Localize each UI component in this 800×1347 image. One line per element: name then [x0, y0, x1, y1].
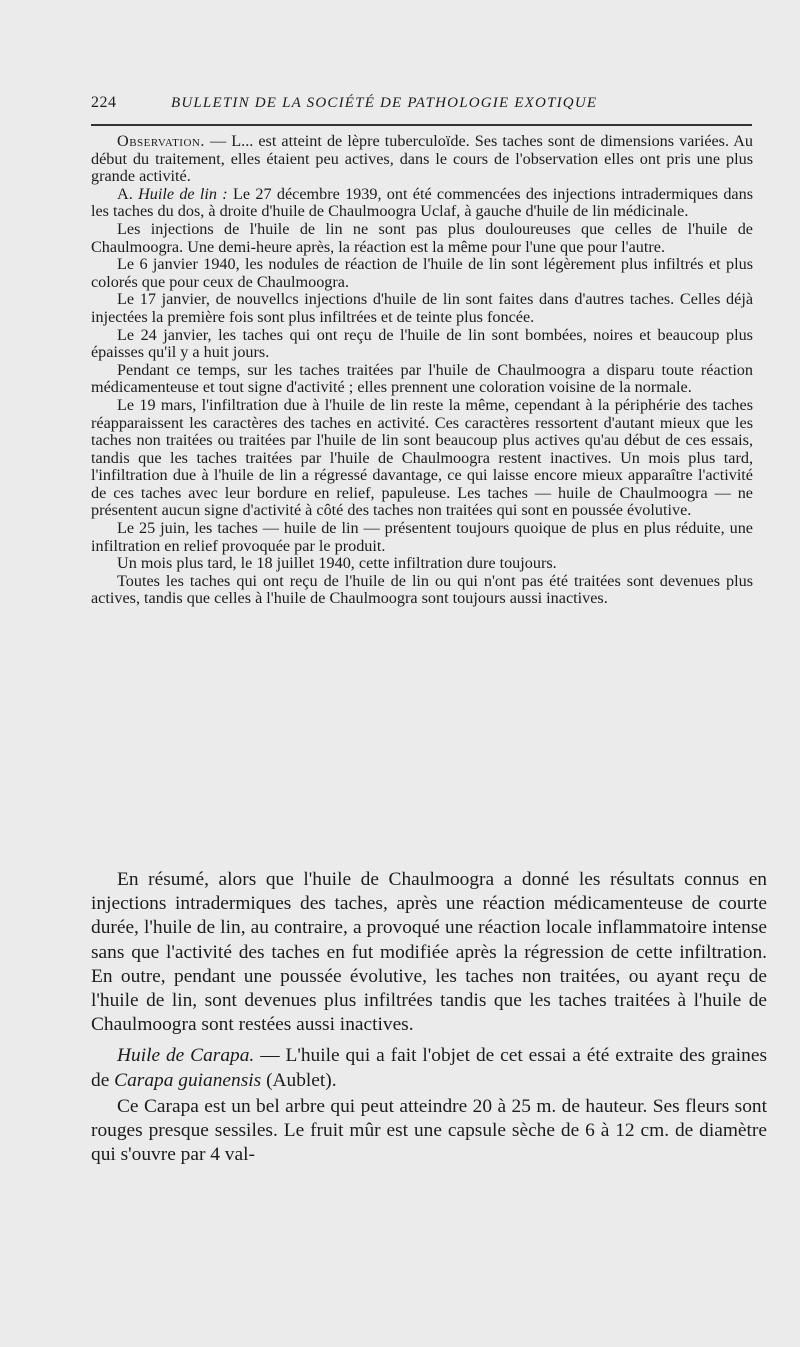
observation-paragraph: Le 6 janvier 1940, les nodules de réaction de l'huile de lin sont légèrement plus infiltrés et plus colorés que pour ceux de Chaulmoogra.	[91, 255, 753, 291]
running-title: BULLETIN DE LA SOCIÉTÉ DE PATHOLOGIE EXOTIQUE	[171, 95, 598, 111]
observation-paragraph: Observation. — L... est atteint de lèpre tuberculoïde. Ses taches sont de dimensions variées. Au début du traitement, elles étaient peu actives, dans le cours de l'observation elles ont pris une plus grande activité.	[91, 132, 754, 186]
observation-section	[91, 133, 753, 608]
observation-paragraph: Le 17 janvier, de nouvellcs injections d'huile de lin sont faites dans d'autres taches. Celles déjà injectées la première fois sont plus infiltrées et de teinte plus foncée.	[91, 290, 753, 326]
observation-paragraph: Les injections de l'huile de lin ne sont pas plus douloureuses que celles de l'huile de Chaulmoogra. Une demi-heure après, la réaction est la même pour l'une que pour l'autre.	[91, 219, 753, 256]
species-name: Carapa guianensis	[114, 1069, 262, 1091]
observation-paragraph: Toutes les taches qui ont reçu de l'huile de lin ou qui n'ont pas été traitées sont devenues plus actives, tandis que celles à l'huile de Chaulmoogra sont toujours aussi inactives.	[91, 571, 753, 608]
observation-label: Observation.	[117, 132, 205, 150]
page-number: 224	[91, 94, 117, 111]
observation-paragraph: Un mois plus tard, le 18 juillet 1940, cette infiltration dure toujours.	[117, 554, 557, 573]
carapa-description: Ce Carapa est un bel arbre qui peut atteindre 20 à 25 m. de hauteur. Ses fleurs sont rouges presque sessiles. Le fruit mûr est une capsule sèche de 6 à 12 cm. de diamètre qui s'ouvre par 4 val-	[91, 1095, 767, 1166]
main-text	[91, 868, 767, 1167]
observation-paragraph: A. Huile de lin : Le 27 décembre 1939, ont été commencées des injections intradermiques dans les taches du dos, à droite d'huile de Chaulmoogra Uclaf, à gauche d'huile de lin médicinale.	[91, 184, 754, 221]
observation-paragraph: Le 19 mars, l'infiltration due à l'huile de lin reste la même, cependant à la périphérie des taches réapparaissent les caractères des taches en activité. Ces caractères ressortent d'autant mieux que les taches non traitées ou traitées par l'huile de lin sont beaucoup plus actives qu'au début de ces essais, tandis que les taches traitées par l'huile de Chaulmoogra restent inactives. Un mois plus tard, l'infiltration due à l'huile de lin a régressé davantage, ce qui laisse encore mieux apparaître l'activité de ces taches avec leur bordure en relief, papuleuse. Les taches — huile de Chaulmoogra — ne présentent aucun signe d'activité à côté des taches non traitées qui sont en poussée évolutive.	[91, 395, 753, 520]
carapa-paragraph: Huile de Carapa. — L'huile qui a fait l'objet de cet essai a été extraite des graines de Carapa guianensis (Aublet).	[91, 1045, 768, 1091]
summary-paragraph: En résumé, alors que l'huile de Chaulmoogra a donné les résultats connus en injections intradermiques des taches, après une réaction médicamenteuse de courte durée, l'huile de lin, au contraire, a provoqué une réaction locale inflammatoire intense sans que l'activité des taches en fut modifiée après la régression de cette infiltration. En outre, pendant une poussée évolutive, les taches non traitées, ou ayant reçu de l'huile de lin, sont devenues plus infiltrées tandis que les taches traitées à l'huile de Chaulmoogra sont restées aussi inactives.	[91, 869, 767, 1036]
subsection-prefix: A.	[117, 184, 133, 203]
subsection-title: Huile de lin :	[138, 184, 228, 203]
running-header	[91, 94, 753, 116]
carapa-title: Huile de Carapa.	[117, 1045, 255, 1067]
observation-paragraph: Le 24 janvier, les taches qui ont reçu de l'huile de lin sont bombées, noires et beaucoup plus épaisses qu'il y a huit jours.	[91, 325, 753, 362]
observation-paragraph: Pendant ce temps, sur les taches traitées par l'huile de Chaulmoogra a disparu toute réaction médicamenteuse et tout signe d'activité ; elles prennent une coloration voisine de la normale.	[91, 360, 753, 397]
header-rule	[91, 124, 752, 126]
observation-paragraph: Le 25 juin, les taches — huile de lin — présentent toujours quoique de plus en plus réduite, une infiltration en relief provoquée par le produit.	[91, 519, 753, 555]
